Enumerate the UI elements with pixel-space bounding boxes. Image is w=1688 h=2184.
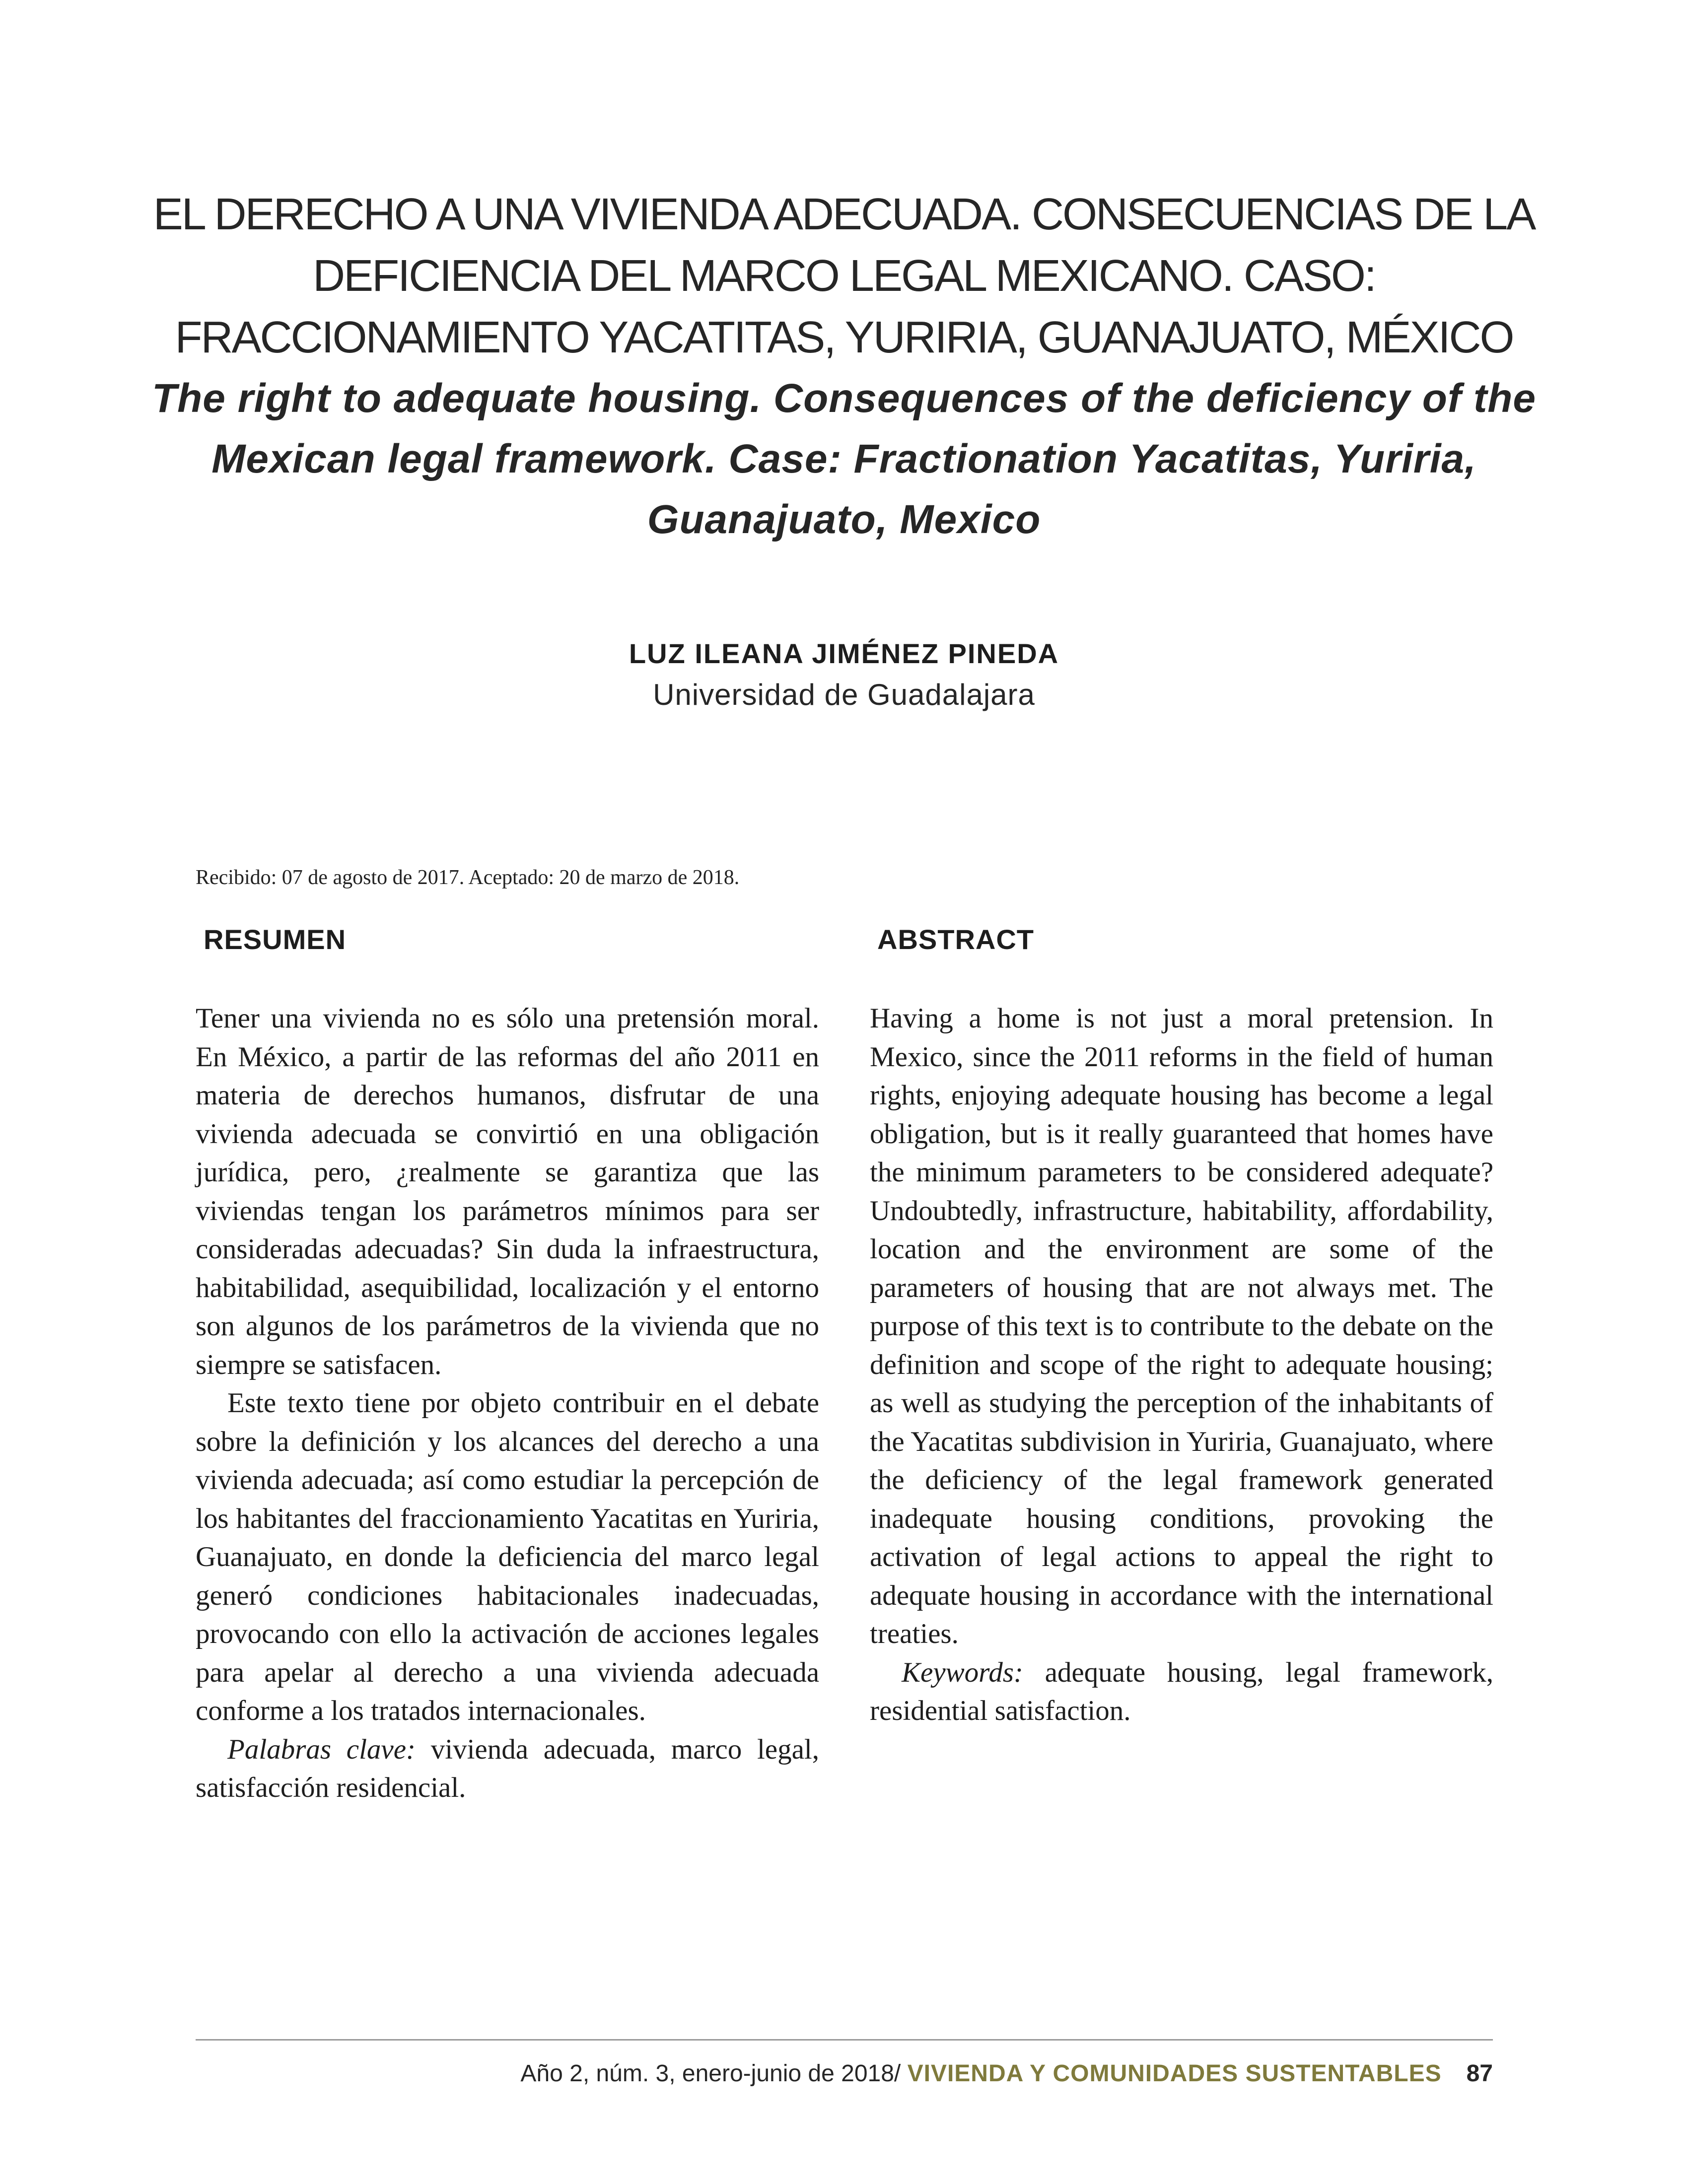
footer-journal-name: VIVIENDA Y COMUNIDADES SUSTENTABLES (907, 2060, 1442, 2087)
received-accepted-dates: Recibido: 07 de agosto de 2017. Aceptado: 20 de marzo de 2018. (196, 866, 740, 889)
footer-divider (196, 2039, 1493, 2041)
keywords-label: Keywords: (902, 1656, 1023, 1688)
resumen-heading: RESUMEN (204, 924, 347, 955)
keywords-text: adequate housing, legal framework, residential satisfaction. (870, 1656, 1493, 1726)
footer-issue: Año 2, núm. 3, enero-junio de 2018/ (520, 2060, 908, 2087)
resumen-paragraph: Tener una vivienda no es sólo una pretensión moral. En México, a partir de las reformas del año 2011 en materia de derechos humanos, disfrutar de una vivienda adecuada se convirtió en una obligación jurídica, pero, ¿realmente se garantiza que las viviendas tengan los parámetros mínimos para ser consideradas adecuadas? Sin duda la infraestructura, habitabilidad, asequibilidad, localización y el entorno son algunos de los parámetros de la vivienda que no siempre se satisfacen. (196, 1003, 819, 1380)
keywords-text: vivienda adecuada, marco legal, satisfacción residencial. (196, 1733, 819, 1803)
keywords-label: Palabras clave: (227, 1733, 416, 1765)
author-name: LUZ ILEANA JIMÉNEZ PINEDA (629, 638, 1059, 669)
abstract-heading: ABSTRACT (877, 924, 1034, 955)
page-number: 87 (1466, 2060, 1493, 2087)
title-spanish: EL DERECHO A UNA VIVIENDA ADECUADA. CONSECUENCIAS DE LA DEFICIENCIA DEL MARCO LEGAL MEXICANO. CASO: FRACCIONAMIENTO YACATITAS, YURIRIA, GUANAJUATO, MÉXICO (153, 190, 1535, 362)
abstract-keywords (870, 1653, 1493, 1730)
resumen-column (196, 999, 819, 1807)
resumen-keywords (196, 1730, 819, 1807)
abstract-column (870, 999, 1493, 1730)
page-footer (520, 2059, 1493, 2089)
resumen-paragraph: Este texto tiene por objeto contribuir en el debate sobre la definición y los alcances del derecho a una vivienda adecuada; así como estudiar la percepción de los habitantes del fraccionamiento Yacatitas en Yuriria, Guanajuato, en donde la deficiencia del marco legal generó condiciones habitacionales inadecuadas, provocando con ello la activación de acciones legales para apelar al derecho a una vivienda adecuada conforme a los tratados internacionales. (196, 1387, 819, 1726)
title-english: The right to adequate housing. Consequences of the deficiency of the Mexican legal framework. Case: Fractionation Yacatitas, Yuriria, Guanajuato, Mexico (152, 376, 1536, 542)
author-affiliation: Universidad de Guadalajara (653, 678, 1035, 711)
abstract-paragraph: Having a home is not just a moral pretension. In Mexico, since the 2011 reforms in the field of human rights, enjoying adequate housing has become a legal obligation, but is it really guaranteed that homes have the minimum parameters to be considered adequate? Undoubtedly, infrastructure, habitability, affordability, location and the environment are some of the parameters of housing that are not always met. The purpose of this text is to contribute to the debate on the definition and scope of the right to adequate housing; as well as studying the perception of the inhabitants of the Yacatitas subdivision in Yuriria, Guanajuato, where the deficiency of the legal framework generated inadequate housing conditions, provoking the activation of legal actions to appeal the right to adequate housing in accordance with the international treaties. (870, 1003, 1493, 1649)
